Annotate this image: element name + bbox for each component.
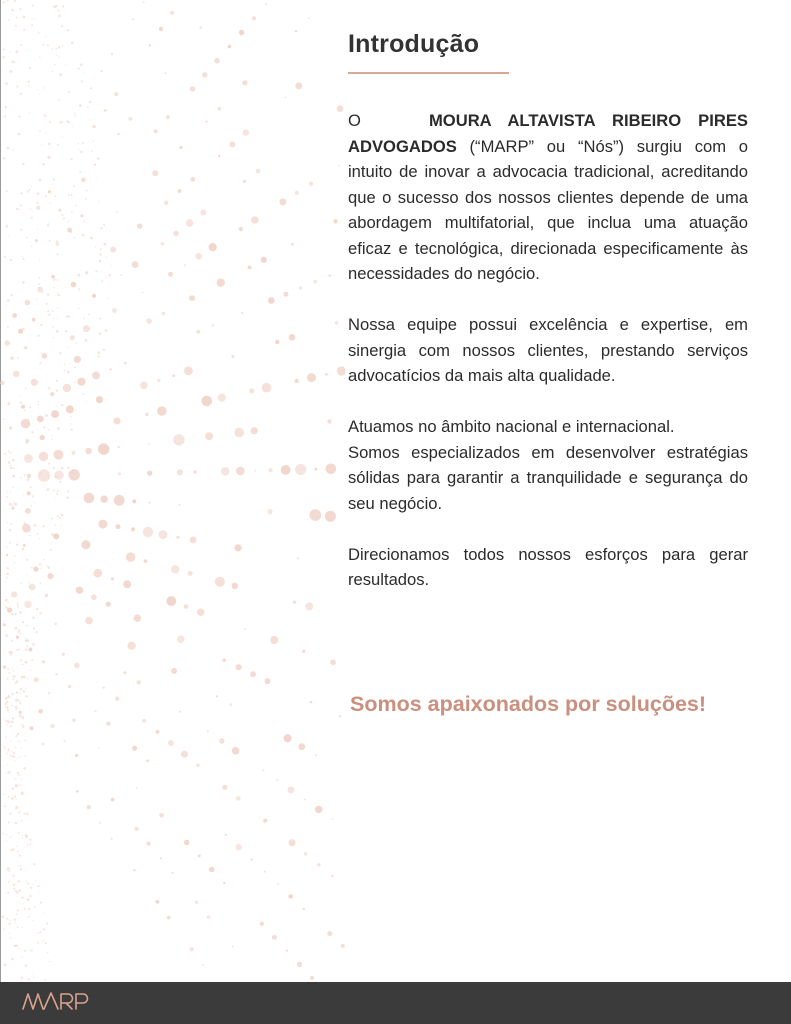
title-underline [348, 72, 509, 74]
marp-logo [22, 986, 94, 1016]
decorative-dot-pattern [0, 0, 345, 982]
footer-bar [0, 982, 791, 1024]
tagline: Somos apaixonados por soluções! [350, 692, 707, 716]
intro-paragraph-3 [348, 414, 748, 516]
paragraph-1-text: (“MARP” ou “Nós”) surgiu com o intuito de inovar a advocacia tradicional, acreditando que o sucesso dos nossos clientes depende de uma abordagem multifatorial, que inclua uma atuação eficaz e tecnológica, direcionada especificamente às necessidades do negócio. [348, 136, 748, 283]
intro-paragraph-4: Direcionamos todos nossos esforços para gerar resultados. [348, 544, 748, 589]
company-name: MOURA ALTAVISTA RIBEIRO PIRES ADVOGADOS [348, 111, 748, 156]
paragraph-3-line-2: Somos especializados em desenvolver estratégias sólidas para garantir a tranquilidade e segurança do seu negócio. [348, 442, 748, 513]
page-title: Introdução [348, 30, 480, 58]
intro-paragraph-1 [348, 108, 748, 287]
paragraph-lead-word: O [348, 111, 361, 130]
intro-paragraph-2: Nossa equipe possui excelência e expertise, em sinergia com nossos clientes, prestando serviços advocatícios da mais alta qualidade. [348, 315, 748, 385]
paragraph-3-line-1: Atuamos no âmbito nacional e internacional. [348, 417, 675, 436]
intro-body [348, 108, 748, 618]
